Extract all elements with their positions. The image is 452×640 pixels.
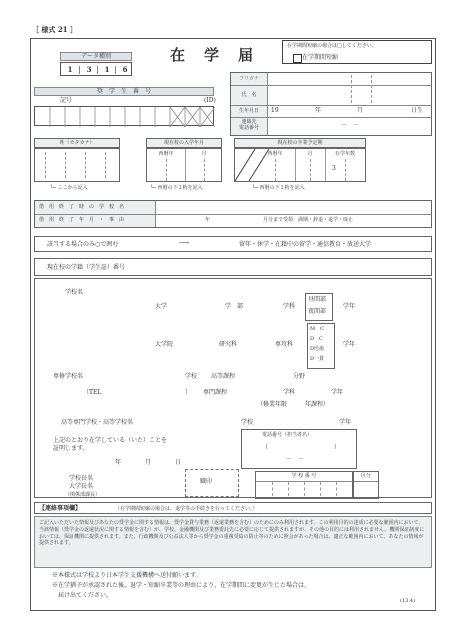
cert-year: 年 [115, 459, 122, 466]
data-type-digit: 1 [97, 66, 116, 74]
degree-box [307, 323, 335, 369]
grad-note: └─ 西暦の下２桁を記入 [252, 185, 305, 191]
student-id-label: 現在校の学籍（学生証）番号 [47, 264, 126, 271]
data-type-digit: 1 [67, 65, 73, 74]
contact-label: 連絡先 電話番号 [238, 119, 259, 131]
short-period-note: 在学期間短縮の場合は□してください。 [287, 43, 377, 49]
data-type-digit: 6 [115, 66, 134, 74]
notice-body-box [34, 516, 432, 568]
leave-date-label: 借 用 終 了 年 月 ・ 事 由 [39, 217, 125, 223]
applicable-label: 該当する場合のみ○で囲む [47, 241, 119, 248]
page-title: 在 学 届 [170, 46, 256, 64]
gakko-label: 学校 [241, 419, 254, 426]
dept-label: 学科 [283, 303, 296, 310]
phone-box [241, 429, 357, 469]
cert-line-1: 上記のとおり在学している（いた）ことを [53, 437, 168, 444]
cert-line-2: 証明します。 [53, 445, 89, 452]
short-period-checkbox[interactable] [293, 54, 302, 63]
kana-label: 姓（カタカナ） [34, 138, 120, 148]
birth-label: 生年月日 [238, 108, 259, 114]
tel-close: ） [185, 389, 192, 396]
footer-note-3: 届け出てください。 [52, 592, 113, 599]
short-period-box [282, 40, 432, 64]
kana-note: └─ ここから記入 [50, 185, 88, 191]
school-detail-box [34, 278, 432, 498]
kosen-label: 高等専門学校・高等学校名 [61, 419, 134, 426]
leave-reason: 月分まで受領 満期・辞退・退学・廃止 [263, 217, 354, 223]
birth-month: 月 [357, 107, 364, 114]
applicable-row [34, 236, 432, 252]
seal-box [185, 469, 239, 497]
seal-label: 職印 [200, 478, 213, 485]
leave-school-table [34, 200, 432, 228]
year-label-1: 学年 [343, 303, 356, 310]
notice-body: ご記入いただいた情報及びあなたの奨学金に関する情報は、奨学金貸与業務（返還業務を含む）のためにのみ利用されます。この利用目的の達成に必要な範囲内において、当該情報（奨学金の返還状況に関する情報を含む）が、学校、金融機関及び業務委託先に必要に応じて提供されますが、その他の目的には利用されません。機関保証制度においては、保証機関に提供されます。また、行政機関及び公益法人等から奨学金の重複受給の防止等のために照会があった場合は、適正な範囲内において、あなたの情報が提供されます。 [39, 520, 425, 547]
degree-dc: D C [310, 336, 323, 342]
scholar-number-label: 奨 学 生 番 号 [34, 87, 214, 96]
school-code-box[interactable] [255, 471, 353, 499]
cert-day: 日 [175, 459, 182, 466]
footer-note-2: ※在学猶予が承認された後、退学・短縮卒業等の理由により、在学期間に変更が生じた場合は、 [52, 582, 311, 589]
data-type-digit: 3 [79, 66, 98, 74]
birth-day: 日生 [411, 107, 424, 114]
head-label-3: （関係部課長） [65, 492, 101, 498]
course-label: 専攻科 [275, 341, 294, 348]
degree-di: D一貫 [310, 356, 325, 362]
head-label-1: 学校長名 [69, 475, 94, 482]
year-label-4: 学年 [339, 419, 352, 426]
phone-paren-l: （ [262, 444, 269, 451]
short-period-label: 在学期間短縮 [302, 54, 339, 61]
day-course: 昼間部 [308, 296, 327, 303]
major-label: 研究科 [219, 341, 238, 348]
enroll-note-text: 西暦の下２桁を記入 [157, 185, 203, 191]
kana-boxes[interactable] [34, 148, 120, 182]
notice-title: 【連絡事項欄】 [39, 505, 82, 512]
student-id-row [34, 258, 432, 276]
grad-month: 月 [307, 151, 313, 157]
data-type-label: データ種別 [60, 52, 132, 61]
data-type-digits [60, 62, 132, 76]
furigana-label: フリガナ [239, 76, 259, 82]
phone-paren-r: ） [334, 444, 341, 451]
night-course: 夜間部 [308, 308, 327, 315]
leave-year: 年 [205, 217, 211, 223]
scholar-id-label: (ID) [204, 97, 216, 104]
grad-school-label: 大学院 [155, 341, 174, 348]
kana-note-text: ここから記入 [57, 185, 88, 191]
enroll-note: └─ 西暦の下２桁を記入 [150, 185, 203, 191]
scholar-symbol-label: 記号 [60, 97, 73, 104]
division-box[interactable] [353, 471, 379, 499]
grad-era: 西暦年 [267, 151, 283, 157]
degree-mc: M C [310, 326, 324, 332]
form-version: (13.4) [400, 598, 416, 604]
vocational-label: 専修学校名 [53, 373, 84, 380]
division-label: 区分 [360, 473, 371, 479]
notice-header [34, 502, 432, 514]
notice-subtitle: （在学期間短縮の場合は、退学等の手続きを行ってください。） [115, 506, 258, 512]
high-course-label: 高等課程 [211, 373, 236, 380]
personal-info-table [230, 72, 432, 136]
year-label-2: 学年 [343, 341, 356, 348]
birth-year: 年 [315, 107, 322, 114]
year-label-3: 学年 [331, 389, 344, 396]
footer-note-1: ※本様式は学校より日本学生支援機構へ送付願います。 [52, 572, 202, 579]
grad-note-text: 西暦の下２桁を記入 [259, 185, 305, 191]
grad-label: 現在校の卒業予定期 [234, 138, 366, 148]
grad-boxes[interactable] [234, 148, 366, 182]
enroll-boxes[interactable] [146, 148, 222, 182]
head-label-2: 大学長名 [69, 483, 94, 490]
school-code-label: 学 校 番 号 [291, 473, 317, 479]
applicable-options: 留年・休学・在籍中の留学・通信教育・放送大学 [239, 241, 372, 248]
grad-years: 在学年数 [334, 151, 355, 157]
period-label: （修業年限 年課程） [257, 401, 330, 408]
cert-month: 月 [145, 459, 152, 466]
birth-era: 19 [271, 107, 279, 114]
contact-dash: － － [341, 122, 360, 129]
gakka-label: 学科 [283, 389, 296, 396]
form-number: ［ 様式 21 ］ [32, 25, 78, 34]
faculty-label: 学 部 [225, 303, 244, 310]
tel-label: （TEL [83, 389, 102, 396]
field-label: 分野 [293, 373, 306, 380]
arrow-right-icon: ⟶ [179, 239, 190, 247]
leave-school-name-label: 借 用 終 了 時 の 学 校 名 [39, 204, 125, 210]
day-night-box [305, 293, 333, 321]
phone-label: 電話番号（担当者名） [262, 432, 313, 438]
name-label: 氏 名 [241, 92, 257, 98]
enroll-month: 月 [201, 151, 207, 157]
senmon-label: 専門課程 [203, 389, 228, 396]
school-word: 学校 [185, 373, 198, 380]
school-name-label: 学校名 [65, 289, 84, 296]
univ-label: 大学 [155, 303, 168, 310]
grad-years-value: 3 [332, 165, 336, 172]
degree-dp: D医歯 [310, 346, 325, 352]
phone-dash: － － [286, 456, 305, 463]
scholar-number-boxes[interactable] [34, 106, 214, 126]
enroll-era: 西暦年 [158, 151, 174, 157]
enroll-label: 現在校の入学年月 [146, 138, 222, 148]
